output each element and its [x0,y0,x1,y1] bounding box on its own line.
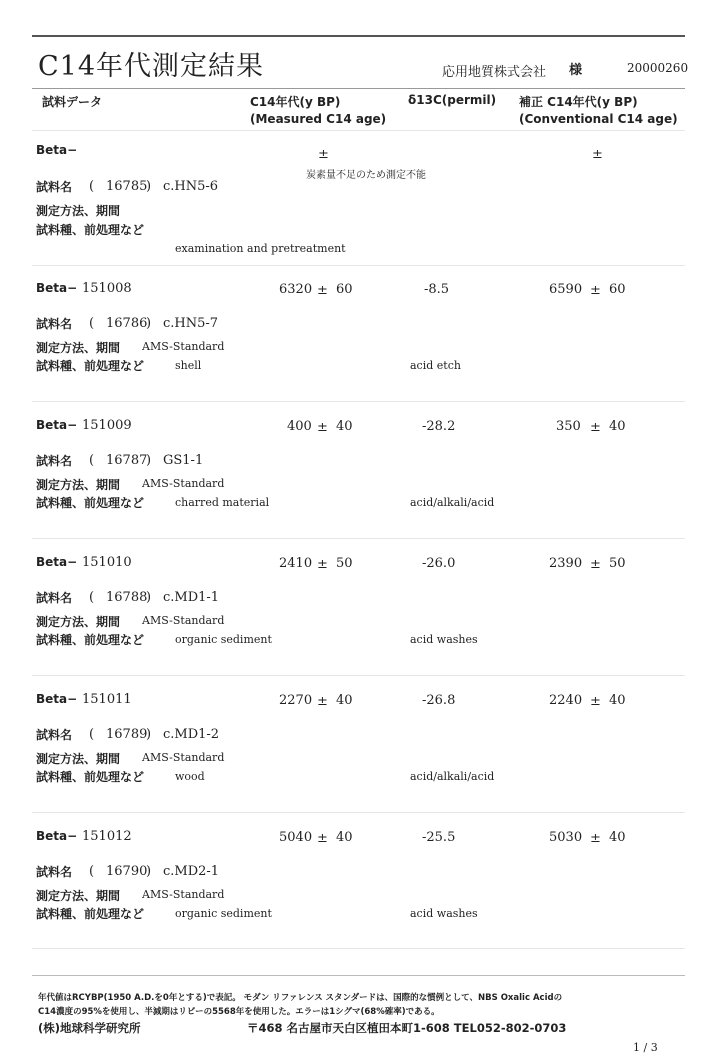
example-description: examination and pretreatment [175,242,346,255]
method-label: 測定方法、期間 [36,478,121,492]
method-label: 測定方法、期間 [36,889,121,903]
plus-minus: ± [590,694,601,709]
beta-number: 151012 [82,829,132,844]
sample-name-label: 試料名 [36,728,73,742]
measured-age-error: 40 [336,830,353,845]
footer-rule [32,975,685,976]
plus-minus: ± [318,147,329,162]
measured-age-error: 40 [336,693,353,708]
measured-age-error: 40 [336,419,353,434]
method-label: 測定方法、期間 [36,752,121,766]
method-value: AMS-Standard [142,751,225,764]
sample-id: c.HN5-7 [163,316,219,331]
conventional-age-error: 60 [609,282,626,297]
conventional-age-error: 50 [609,556,626,571]
kind-label: 試料種、前処理など [36,359,145,373]
row-divider [32,812,685,813]
measured-age-error: 60 [336,282,353,297]
plus-minus: ± [317,283,328,298]
conventional-age-error: 40 [609,693,626,708]
measured-age: 2410 [279,556,313,571]
sample-name-label: 試料名 [36,591,73,605]
conventional-age-error: 40 [609,419,626,434]
method-label: 測定方法、期間 [36,615,121,629]
measured-age: 5040 [279,830,313,845]
top-rule [32,35,685,37]
conventional-age: 2390 [549,556,583,571]
plus-minus: ± [317,694,328,709]
col-header-conventional: (Conventional C14 age) [519,112,678,126]
sample-name-label: 試料名 [36,317,73,331]
row-divider [32,265,685,266]
col-header-corrected: 補正 C14年代(y BP) [519,95,638,109]
measured-age-error: 50 [336,556,353,571]
sample-kind: organic sediment [175,907,272,920]
sample-id: c.MD1-2 [163,727,220,742]
row-divider [32,948,685,949]
row-divider [32,401,685,402]
plus-minus: ± [590,420,601,435]
close-paren: ) [146,727,152,742]
pretreatment: acid washes [410,907,478,920]
sample-id: c.MD1-1 [163,590,220,605]
sample-record [0,679,708,816]
header-rule [32,88,685,89]
plus-minus: ± [590,557,601,572]
lab-address: 〒468 名古屋市天白区植田本町1-608 TEL052-802-0703 [247,1021,567,1035]
sample-name-label: 試料名 [36,454,73,468]
kind-label: 試料種、前処理など [36,633,145,647]
pretreatment: acid/alkali/acid [410,496,495,509]
sample-record [0,268,708,405]
footnote-line-1: 年代値はRCYBP(1950 A.D.を0年とする)で表記。 モダン リファレンス スタンダードは、国際的な慣例として、NBS Oxalic Acidの [38,993,563,1003]
sample-id: GS1-1 [163,453,204,468]
document-number: 20000260 [627,61,689,75]
unmeasurable-note: 炭素量不足のため測定不能 [306,170,426,181]
sample-name-label: 試料名 [36,180,73,194]
sample-code: 16788 [106,590,148,605]
method-value: AMS-Standard [142,888,225,901]
plus-minus: ± [592,147,603,162]
conventional-age: 2240 [549,693,583,708]
plus-minus: ± [317,831,328,846]
conventional-age: 350 [556,419,581,434]
d13c-value: -28.2 [422,419,456,434]
close-paren: ) [146,179,152,194]
open-paren: ( [89,453,95,468]
row-divider [32,538,685,539]
col-header-d13c: δ13C(permil) [408,93,497,107]
col-header-c14-age: C14年代(y BP) [250,95,341,109]
pretreatment: acid washes [410,633,478,646]
beta-label: Beta− [36,281,78,295]
beta-number: 151010 [82,555,132,570]
beta-number: 151009 [82,418,132,433]
lab-name: (株)地球科学研究所 [38,1021,141,1035]
close-paren: ) [146,316,152,331]
sample-kind: wood [175,770,205,783]
d13c-value: -25.5 [422,830,456,845]
col-header-sample: 試料データ [42,95,103,109]
plus-minus: ± [590,831,601,846]
row-divider [32,675,685,676]
kind-label: 試料種、前処理など [36,907,145,921]
client-company: 応用地質株式会社 [442,65,547,80]
d13c-value: -8.5 [424,282,450,297]
open-paren: ( [89,316,95,331]
pretreatment: acid/alkali/acid [410,770,495,783]
open-paren: ( [89,864,95,879]
sample-kind: charred material [175,496,270,509]
conventional-age-error: 40 [609,830,626,845]
method-label: 測定方法、期間 [36,204,121,218]
beta-number: 151008 [82,281,132,296]
method-value: AMS-Standard [142,614,225,627]
kind-label: 試料種、前処理など [36,770,145,784]
sample-kind: organic sediment [175,633,272,646]
open-paren: ( [89,179,95,194]
page-number: 1 / 3 [633,1041,658,1054]
sample-code: 16789 [106,727,148,742]
d13c-value: -26.8 [422,693,456,708]
sample-record [0,542,708,679]
sample-code: 16787 [106,453,148,468]
honorific: 様 [569,63,583,78]
sample-record [0,405,708,542]
sample-id: c.HN5-6 [163,179,219,194]
beta-label: Beta− [36,692,78,706]
open-paren: ( [89,727,95,742]
close-paren: ) [146,590,152,605]
method-label: 測定方法、期間 [36,341,121,355]
sample-code: 16790 [106,864,148,879]
close-paren: ) [146,864,152,879]
method-value: AMS-Standard [142,477,225,490]
beta-number: 151011 [82,692,132,707]
plus-minus: ± [317,557,328,572]
kind-label: 試料種、前処理など [36,496,145,510]
conventional-age: 5030 [549,830,583,845]
plus-minus: ± [590,283,601,298]
measured-age: 400 [287,419,312,434]
measured-age: 6320 [279,282,313,297]
kind-label: 試料種、前処理など [36,223,145,237]
page-title: C14年代測定結果 [38,51,265,82]
sample-record [0,816,708,953]
beta-label: Beta− [36,829,78,843]
measured-age: 2270 [279,693,313,708]
conventional-age: 6590 [549,282,583,297]
example-record [0,130,708,267]
sample-code: 16785 [106,179,148,194]
open-paren: ( [89,590,95,605]
d13c-value: -26.0 [422,556,456,571]
beta-label: Beta− [36,143,78,157]
beta-label: Beta− [36,418,78,432]
sample-kind: shell [175,359,202,372]
beta-label: Beta− [36,555,78,569]
plus-minus: ± [317,420,328,435]
close-paren: ) [146,453,152,468]
footnote-line-2: C14濃度の95%を使用し、半減期はリビーの5568年を使用した。エラーは1シグマ(68%確率)である。 [38,1007,440,1017]
col-header-measured: (Measured C14 age) [250,112,387,126]
sample-name-label: 試料名 [36,865,73,879]
sample-code: 16786 [106,316,148,331]
method-value: AMS-Standard [142,340,225,353]
sample-id: c.MD2-1 [163,864,220,879]
pretreatment: acid etch [410,359,461,372]
